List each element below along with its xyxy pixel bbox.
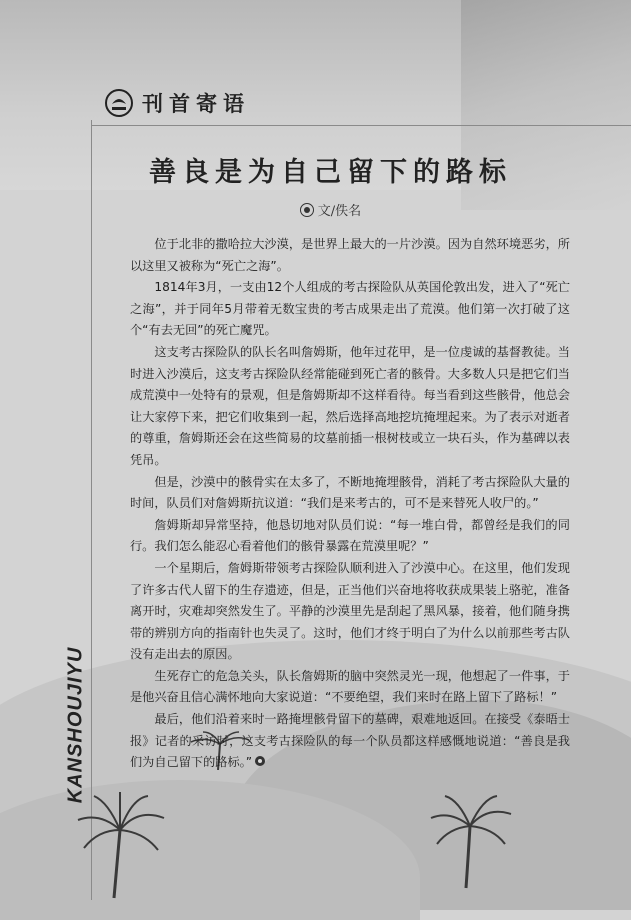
end-mark-icon xyxy=(254,755,266,767)
paragraph: 1814年3月，一支由12个人组成的考古探险队从英国伦敦出发，进入了“死亡之海”，并于同年5月带着无数宝贵的考古成果走出了荒漠。他们第一次打破了这个“有去无回”的死亡魔咒。 xyxy=(130,280,570,338)
paragraph-last xyxy=(130,709,570,774)
paragraph: 生死存亡的危急关头，队长詹姆斯的脑中突然灵光一现，他想起了一件事，于是他兴奋且信心满怀地向大家说道：“不要绝望，我们来时在路上留下了路标！” xyxy=(130,668,570,705)
column-title: 刊首寄语 xyxy=(142,91,250,116)
margin-rule-horizontal xyxy=(92,125,631,126)
byline xyxy=(0,200,631,219)
paragraph: 詹姆斯却异常坚持，他恳切地对队员们说：“每一堆白骨，都曾经是我们的同行。我们怎么能忍心看着他们的骸骨暴露在荒漠里呢？” xyxy=(130,517,570,554)
paragraph: 位于北非的撒哈拉大沙漠，是世界上最大的一片沙漠。因为自然环境恶劣，所以这里又被称为“死亡之海”。 xyxy=(130,237,570,273)
magazine-logo-icon xyxy=(104,88,134,118)
paragraph: 一个星期后，詹姆斯带领考古探险队顺利进入了沙漠中心。在这里，他们发现了许多古代人留下的生存遗迹，但是，正当他们兴奋地将收获成果装上骆驼，准备离开时，灾难却突然发生了。平静的沙漠里先是刮起了黑风暴，接着，他们随身携带的辨别方向的指南针也失灵了。这时，他们才终于明白了为什么以前那些考古队没有走出去的原因。 xyxy=(130,560,570,662)
column-header xyxy=(104,88,250,118)
article-title: 善良是为自己留下的路标 xyxy=(149,157,512,188)
author: 文/佚名 xyxy=(317,204,362,219)
paragraph: 但是，沙漠中的骸骨实在太多了，不断地掩埋骸骨，消耗了考古探险队大量的时间，队员们对詹姆斯抗议道：“我们是来考古的，可不是来替死人收尸的。” xyxy=(130,474,570,511)
article-body xyxy=(130,234,570,774)
palm-tree-icon xyxy=(425,790,515,890)
side-label-text: KANSHOUJIYU xyxy=(64,646,87,804)
paragraph: 这支考古探险队的队长名叫詹姆斯，他年过花甲，是一位虔诚的基督教徒。当时进入沙漠后，这支考古探险队经常能碰到死亡者的骸骨。大多数人只是把它们当成荒漠中一处特有的景观，但是詹姆斯却不这样看待。每当看到这些骸骨，他总会让大家停下来，把它们收集到一起，然后选择高地挖坑掩埋起来。为了表示对逝者的尊重，詹姆斯还会在这些简易的坟墓前插一根树枝或立一块石头，作为墓碑以表凭吊。 xyxy=(130,344,570,467)
paragraph-text: 最后，他们沿着来时一路掩埋骸骨留下的墓碑，艰难地返回。在接受《泰晤士报》记者的采访时，这支考古探险队的每一个队员都这样感慨地说道：“善良是我们为自己留下的路标。” xyxy=(130,712,570,770)
ring-icon xyxy=(300,203,314,217)
section-side-label xyxy=(56,600,96,850)
